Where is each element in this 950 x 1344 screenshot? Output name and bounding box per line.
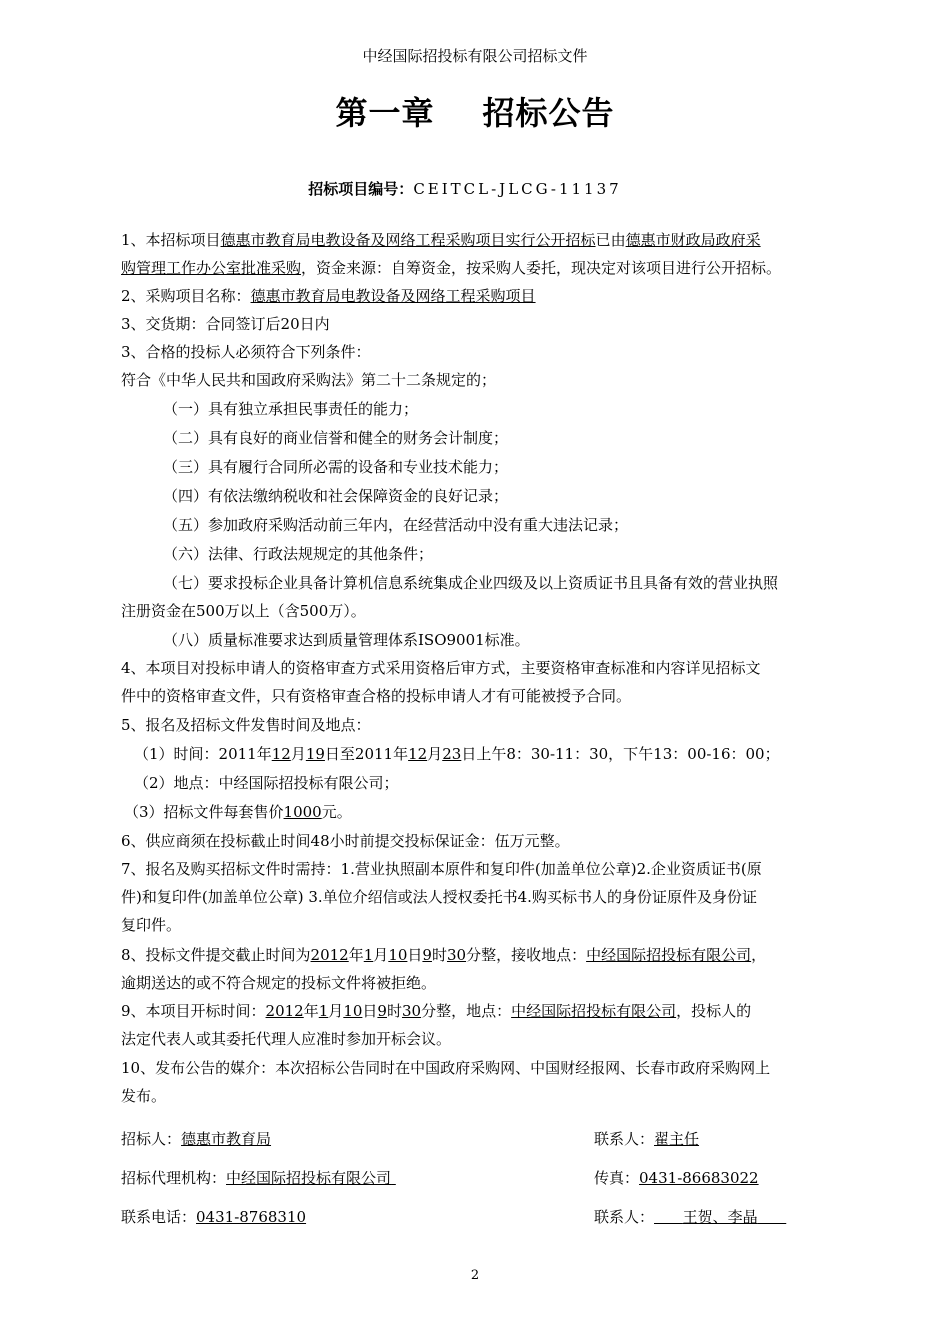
item5-place: （2）地点：中经国际招投标有限公司； bbox=[134, 774, 399, 792]
item9-line1: 9、本项目开标时间：2012年1月10日9时30分整，地点：中经国际招投标有限公司，投标人的 bbox=[121, 1002, 752, 1020]
item8-line1: 8、投标文件提交截止时间为2012年1月10日9时30分整，接收地点：中经国际招投标有限公司， bbox=[121, 946, 767, 964]
item3-delivery: 3、交货期：合同签订后20日内 bbox=[121, 315, 330, 333]
phone: 联系电话：0431-8768310 bbox=[121, 1208, 307, 1226]
page-title bbox=[0, 88, 950, 134]
condition-item: （七）要求投标企业具备计算机信息系统集成企业四级及以上资质证书且具备有效的营业执照 bbox=[163, 574, 779, 592]
condition-item-continued: 注册资金在500万以上（含500万）。 bbox=[121, 602, 366, 620]
item5-price: （3）招标文件每套售价1000元。 bbox=[124, 803, 352, 821]
condition-item: （二）具有良好的商业信誉和健全的财务会计制度； bbox=[163, 429, 509, 447]
item8-line2: 逾期送达的或不符合规定的投标文件将被拒绝。 bbox=[121, 974, 437, 992]
item10-line1: 10、发布公告的媒介：本次招标公告同时在中国政府采购网、中国财经报网、长春市政府采购网上 bbox=[121, 1059, 771, 1077]
document-header: 中经国际招投标有限公司招标文件 bbox=[362, 47, 588, 65]
condition-item: （八）质量标准要求达到质量管理体系ISO9001标准。 bbox=[163, 631, 530, 649]
item5-time: （1）时间：2011年12月19日至2011年12月23日上午8：30-11：30，下午13：00-16：00； bbox=[134, 745, 780, 763]
contact-person-2-name: 王贺、李晶 bbox=[682, 1208, 758, 1226]
tenderer-name: 德惠市教育局 bbox=[181, 1130, 272, 1148]
item8-place: 中经国际招投标有限公司 bbox=[586, 946, 752, 964]
item3-qualifications: 3、合格的投标人必须符合下列条件： bbox=[121, 343, 371, 361]
item10-line2: 发布。 bbox=[121, 1087, 167, 1105]
agency: 招标代理机构：中经国际招投标有限公司 bbox=[121, 1168, 396, 1188]
item9-place: 中经国际招投标有限公司 bbox=[511, 1002, 677, 1020]
item7-line3: 复印件。 bbox=[121, 916, 182, 934]
law-reference: 符合《中华人民共和国政府采购法》第二十二条规定的； bbox=[121, 371, 497, 389]
item1-project: 德惠市教育局电教设备及网络工程采购项目实行公开招标 bbox=[220, 231, 596, 249]
title-chapter: 第一章 bbox=[335, 94, 435, 132]
item1-line2: 购管理工作办公室批准采购，资金来源：自筹资金，按采购人委托，现决定对该项目进行公开招标。 bbox=[121, 259, 782, 277]
title-name: 招标公告 bbox=[482, 94, 615, 132]
condition-item: （三）具有履行合同所必需的设备和专业技术能力； bbox=[163, 458, 509, 476]
item2-value: 德惠市教育局电教设备及网络工程采购项目 bbox=[250, 287, 536, 305]
item4-line1: 4、本项目对投标申请人的资格审查方式采用资格后审方式，主要资格审查标准和内容详见招标文 bbox=[121, 659, 761, 677]
item1-approver: 德惠市财政局政府采 bbox=[625, 231, 761, 249]
project-number-code: CEITCL-JLCG-11137 bbox=[413, 180, 622, 198]
item5-heading: 5、报名及招标文件发售时间及地点： bbox=[121, 716, 371, 734]
condition-item: （六）法律、行政法规规定的其他条件； bbox=[163, 545, 434, 563]
item1-line1: 1、本招标项目德惠市教育局电教设备及网络工程采购项目实行公开招标已由德惠市财政局政府采 bbox=[121, 231, 761, 249]
item7-line1: 7、报名及购买招标文件时需持：1.营业执照副本原件和复印件(加盖单位公章)2.企业资质证书(原 bbox=[121, 860, 762, 878]
tenderer: 招标人：德惠市教育局 bbox=[121, 1130, 272, 1148]
item2: 2、采购项目名称：德惠市教育局电教设备及网络工程采购项目 bbox=[121, 287, 536, 305]
contact-person-2: 联系人： 王贺、李晶 bbox=[594, 1207, 786, 1227]
project-number bbox=[0, 178, 930, 199]
item4-line2: 件中的资格审查文件，只有资格审查合格的投标申请人才有可能被授予合同。 bbox=[121, 687, 632, 705]
item7-line2: 件)和复印件(加盖单位公章) 3.单位介绍信或法人授权委托书4.购买标书人的身份证原件及身份证 bbox=[121, 888, 757, 906]
page-number: 2 bbox=[470, 1268, 480, 1283]
project-number-label: 招标项目编号： bbox=[308, 180, 414, 198]
condition-item: （四）有依法缴纳税收和社会保障资金的良好记录； bbox=[163, 487, 509, 505]
contact-person-1: 联系人：翟主任 bbox=[594, 1130, 700, 1148]
condition-item: （五）参加政府采购活动前三年内，在经营活动中没有重大违法记录； bbox=[163, 516, 629, 534]
fax: 传真：0431-86683022 bbox=[594, 1169, 759, 1187]
item6: 6、供应商须在投标截止时间48小时前提交投标保证金：伍万元整。 bbox=[121, 832, 570, 850]
condition-item: （一）具有独立承担民事责任的能力； bbox=[163, 400, 419, 418]
agency-name: 中经国际招投标有限公司 bbox=[226, 1169, 392, 1187]
item9-line2: 法定代表人或其委托代理人应准时参加开标会议。 bbox=[121, 1030, 452, 1048]
